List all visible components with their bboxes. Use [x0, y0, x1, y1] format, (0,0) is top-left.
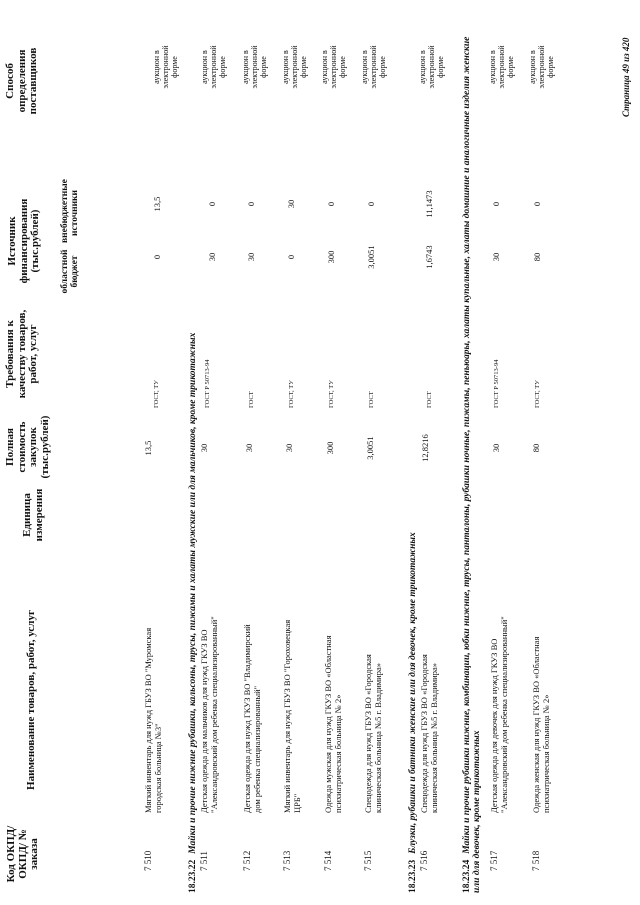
row-cost: 30 [199, 443, 209, 453]
row-regional: 300 [326, 250, 336, 264]
category-text: Блузки, рубашки и батники женские или для девочек, кроме трикотажных [408, 532, 418, 854]
row-method: аукцион в электронной форме [200, 45, 227, 89]
row-method: аукцион в электронной форме [528, 45, 555, 89]
page-number: Страница 49 из 420 [621, 37, 631, 117]
header-source-regional: областной бюджет [60, 249, 80, 294]
row-name: Детская одежда для нужд ГКУЗ ВО "Владимирский дом ребенка специализированный" [242, 624, 262, 813]
row-cost: 80 [531, 443, 541, 453]
row-name: Одежда женская для нужд ГКУЗ ВО «Областная психиатрическая больница № 2» [531, 636, 551, 813]
row-requirements: ГОСТ, ТУ [534, 380, 541, 408]
row-name: Спецодежда для нужд ГБУЗ ВО «Городская клиническая больница №5 г. Владимира» [363, 654, 383, 813]
row-extra: 13,5 [152, 196, 162, 212]
category-text: Майки и прочие нижние рубашки, кальсоны, трусы, пижамы и халаты мужские или для мальчиков, кроме трикотажных [188, 332, 198, 854]
row-method: аукцион в электронной форме [152, 45, 179, 89]
row-requirements: ГОСТ, ТУ [328, 380, 335, 408]
row-requirements: ГОСТ [368, 391, 375, 408]
category-heading [408, 23, 418, 893]
header-source-extra: внебюджетные источники [60, 179, 80, 243]
row-name: Мягкий инвентарь для нужд ГБУЗ ВО "Гороховецкая ЦРБ" [282, 619, 302, 813]
row-regional: 30 [491, 252, 501, 262]
row-code: 7 516 [419, 850, 429, 871]
row-code: 7 513 [282, 850, 292, 871]
row-method: аукцион в электронной форме [488, 45, 515, 89]
row-code: 7 510 [143, 850, 153, 871]
category-text: Майки и прочие рубашки нижние, комбинации, юбки нижние, трусы, панталоны, рубашки ночные, пижамы, пеньюары, халаты купальные, халаты домашние и аналогичные изделия женские или для девочек, кроме трикотажных [462, 36, 482, 893]
row-name: Детская одежда для девочек для нужд ГКУЗ ВО "Александровский дом ребенка специализированный" [489, 616, 509, 813]
header-name: Наименование товаров, работ, услуг [25, 610, 37, 790]
header-source: Источник финансирования (тыс.рублей) [6, 198, 41, 284]
row-code: 7 511 [199, 851, 209, 871]
row-method: аукцион в электронной форме [360, 45, 387, 89]
row-name: Спецодежда для нужд ГБУЗ ВО «Городская клиническая больница №5 г. Владимира» [419, 654, 439, 813]
header-cost: Полная стоимость закупок (тыс.рублей) [4, 415, 51, 479]
row-extra: 0 [326, 201, 336, 207]
row-method: аукцион в электронной форме [320, 45, 347, 89]
row-method: аукцион в электронной форме [281, 45, 308, 89]
row-name: Одежда мужская для нужд ГКУЗ ВО «Областная психиатрическая больница № 2» [323, 635, 343, 813]
category-code: 18.23.22 [188, 859, 198, 893]
row-cost: 30 [491, 443, 501, 453]
row-regional: 30 [246, 252, 256, 262]
row-cost: 12,8216 [420, 434, 430, 462]
row-cost: 300 [325, 441, 335, 455]
row-extra: 0 [366, 201, 376, 207]
row-extra: 0 [491, 201, 501, 207]
row-name: Мягкий инвентарь для нужд ГБУЗ ВО "Муромская городская больница №3" [143, 627, 163, 813]
row-regional: 1,6743 [424, 245, 434, 269]
row-requirements: ГОСТ, ТУ [288, 380, 295, 408]
header-code: Код ОКПД/ ОКПД/ № заказа [5, 825, 40, 883]
row-regional: 0 [152, 254, 162, 260]
row-requirements: ГОСТ Р 50713-94 [493, 359, 500, 408]
row-code: 7 517 [489, 850, 499, 871]
row-requirements: ГОСТ [248, 391, 255, 408]
category-heading [188, 23, 198, 893]
header-req: Требования к качеству товаров, работ, услуг [4, 309, 39, 399]
row-regional: 30 [207, 252, 217, 262]
row-regional: 80 [532, 252, 542, 262]
category-heading [462, 23, 482, 893]
row-extra: 0 [532, 201, 542, 207]
row-requirements: ГОСТ [426, 391, 433, 408]
row-extra: 0 [246, 201, 256, 207]
row-code: 7 512 [242, 850, 252, 871]
row-requirements: ГОСТ Р 50713-94 [204, 359, 211, 408]
row-requirements: ГОСТ, ТУ [153, 380, 160, 408]
header-method: Способ определения поставщиков [4, 47, 39, 115]
category-code: 18.23.23 [408, 859, 418, 893]
row-regional: 0 [286, 254, 296, 260]
row-cost: 13,5 [143, 440, 153, 456]
row-method: аукцион в электронной форме [241, 45, 268, 89]
row-cost: 30 [244, 443, 254, 453]
row-name: Детская одежда для мальчиков для нужд ГКУЗ ВО "Александровский дом ребенка специализированный" [199, 616, 219, 813]
row-code: 7 514 [323, 850, 333, 871]
header-unit: Единица измерения [21, 488, 45, 542]
row-code: 7 518 [531, 850, 541, 871]
row-cost: 30 [284, 443, 294, 453]
row-extra: 11,1473 [424, 190, 434, 218]
row-extra: 30 [286, 199, 296, 209]
row-cost: 3,0051 [365, 436, 375, 460]
row-regional: 3,0051 [366, 245, 376, 269]
row-method: аукцион в электронной форме [418, 45, 445, 89]
category-code: 18.23.24 [462, 859, 472, 893]
row-extra: 0 [207, 201, 217, 207]
row-code: 7 515 [363, 850, 373, 871]
